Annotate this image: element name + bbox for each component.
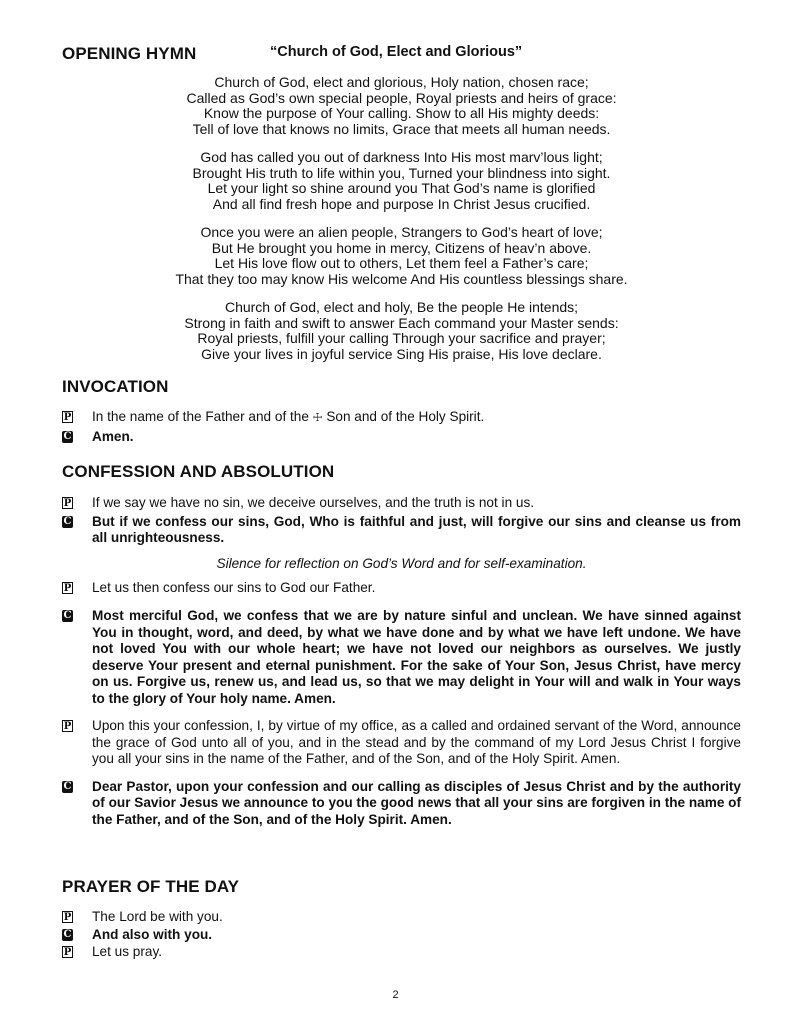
invocation [62, 409, 741, 445]
congregation-line [62, 779, 741, 829]
hymn-stanza [62, 300, 741, 362]
hymn-line: Tell of love that knows no limits, Grace that meets all human needs. [192, 120, 611, 137]
hymn-line: That they too may know His welcome And His countless blessings share. [175, 270, 628, 287]
congregation-icon: C [63, 515, 72, 527]
prayer-heading: PRAYER OF THE DAY [62, 877, 240, 896]
congregation-line [62, 927, 741, 944]
invocation-heading: INVOCATION [62, 377, 169, 396]
hymn-title: “Church of God, Elect and Glorious” [270, 44, 523, 60]
hymn-line: Royal priests, fulfill your calling Through your sacrifice and prayer; [197, 330, 606, 346]
text: Let us then confess our sins to God our Father. [92, 579, 376, 595]
text: But if we confess our sins, God, Who is faithful and just, will forgive our sins and cleanse us from all unrighteousness. [92, 513, 741, 545]
hymn-line: Called as God’s own special people, Royal priests and heirs of grace: [186, 89, 617, 106]
pastor-line [62, 495, 741, 512]
congregation-icon: C [63, 780, 72, 792]
pastor-line [62, 718, 741, 768]
congregation-icon: C [63, 610, 72, 621]
prayer-of-the-day [62, 909, 741, 961]
opening-hymn-heading: OPENING HYMN [62, 44, 197, 63]
text: The Lord be with you. [92, 909, 223, 924]
hymn-line: Know the purpose of Your calling. Show to all His mighty deeds: [203, 105, 600, 121]
text: Let us pray. [92, 944, 163, 959]
pastor-icon: P [63, 912, 72, 923]
hymn-stanza [62, 150, 741, 212]
text: Son and of the Holy Spirit. [322, 409, 485, 424]
pastor-icon: P [63, 582, 72, 594]
hymn-line: Once you were an alien people, Strangers to God’s heart of love; [200, 224, 603, 240]
hymn-line: Strong in faith and swift to answer Each command your Master sends: [184, 314, 619, 331]
hymn-line: Church of God, elect and glorious, Holy nation, chosen race; [214, 74, 589, 90]
hymn-line: But He brought you home in mercy, Citizens of heav’n above. [211, 239, 592, 256]
confession [62, 495, 741, 828]
hymn-stanza [62, 75, 741, 137]
text: Dear Pastor, upon your confession and our calling as disciples of Jesus Christ and by the authority of our Savior Jesus we announce to you the good news that all your sins are forgiven in the name of the Father, and of the Son, and of the Holy Spirit. Amen. [92, 778, 741, 827]
hymn-line: Let your light so shine around you That God’s name is glorified [207, 180, 596, 196]
hymn-line: Brought His truth to life within you, Turned your blindness into sight. [192, 164, 611, 181]
page-number: 2 [392, 989, 399, 1001]
pastor-line [62, 580, 741, 597]
hymn-line: Church of God, elect and holy, Be the people He intends; [224, 299, 579, 315]
pastor-icon: P [63, 947, 72, 958]
congregation-line [62, 608, 741, 707]
congregation-icon: C [63, 928, 72, 940]
pastor-icon: P [63, 721, 72, 732]
rubric: Silence for reflection on God’s Word and for self-examination. [216, 555, 587, 571]
hymn-line: Let His love flow out to others, Let them feel a Father’s care; [214, 255, 589, 271]
text: Amen. [92, 428, 134, 444]
hymn-line: God has called you out of darkness Into His most marv’lous light; [200, 149, 603, 165]
text: In the name of the Father and of the [92, 409, 313, 424]
hymn-line: Give your lives in joyful service Sing His praise, His love declare. [201, 345, 602, 362]
pastor-line [62, 909, 741, 926]
text: Most merciful God, we confess that we are by nature sinful and unclean. We have sinned against You in thought, word, and deed, by what we have done and by what we have left undone. We have not loved You with our whole heart; we have not loved our neighbors as ourselves. We justly deserve Your present and eternal punishment. For the sake of Your Son, Jesus Christ, have mercy on us. Forgive us, renew us, and lead us, so that we may delight in Your will and walk in Your ways to the glory of Your holy name. Amen. [92, 608, 741, 706]
congregation-line [62, 514, 741, 547]
text: And also with you. [92, 926, 213, 942]
confession-heading: CONFESSION AND ABSOLUTION [62, 462, 335, 481]
pastor-line [62, 944, 741, 961]
pastor-line [62, 409, 741, 427]
pastor-icon: P [63, 412, 72, 423]
congregation-icon: C [63, 430, 72, 442]
hymn-line: And all find fresh hope and purpose In Christ Jesus crucified. [212, 195, 591, 212]
congregation-line [62, 429, 741, 446]
text: Upon this your confession, I, by virtue of my office, as a called and ordained servant of the Word, announce the grace of God unto all of you, and in the stead and by the command of my Lord Jesus Christ I forgive you all your sins in the name of the Father, and of the Son, and of the Holy Spirit. Amen. [92, 718, 741, 766]
text: If we say we have no sin, we deceive ourselves, and the truth is not in us. [92, 495, 535, 510]
cross-icon: ☩ [312, 411, 323, 424]
pastor-icon: P [63, 498, 72, 509]
hymn-stanza [62, 225, 741, 287]
